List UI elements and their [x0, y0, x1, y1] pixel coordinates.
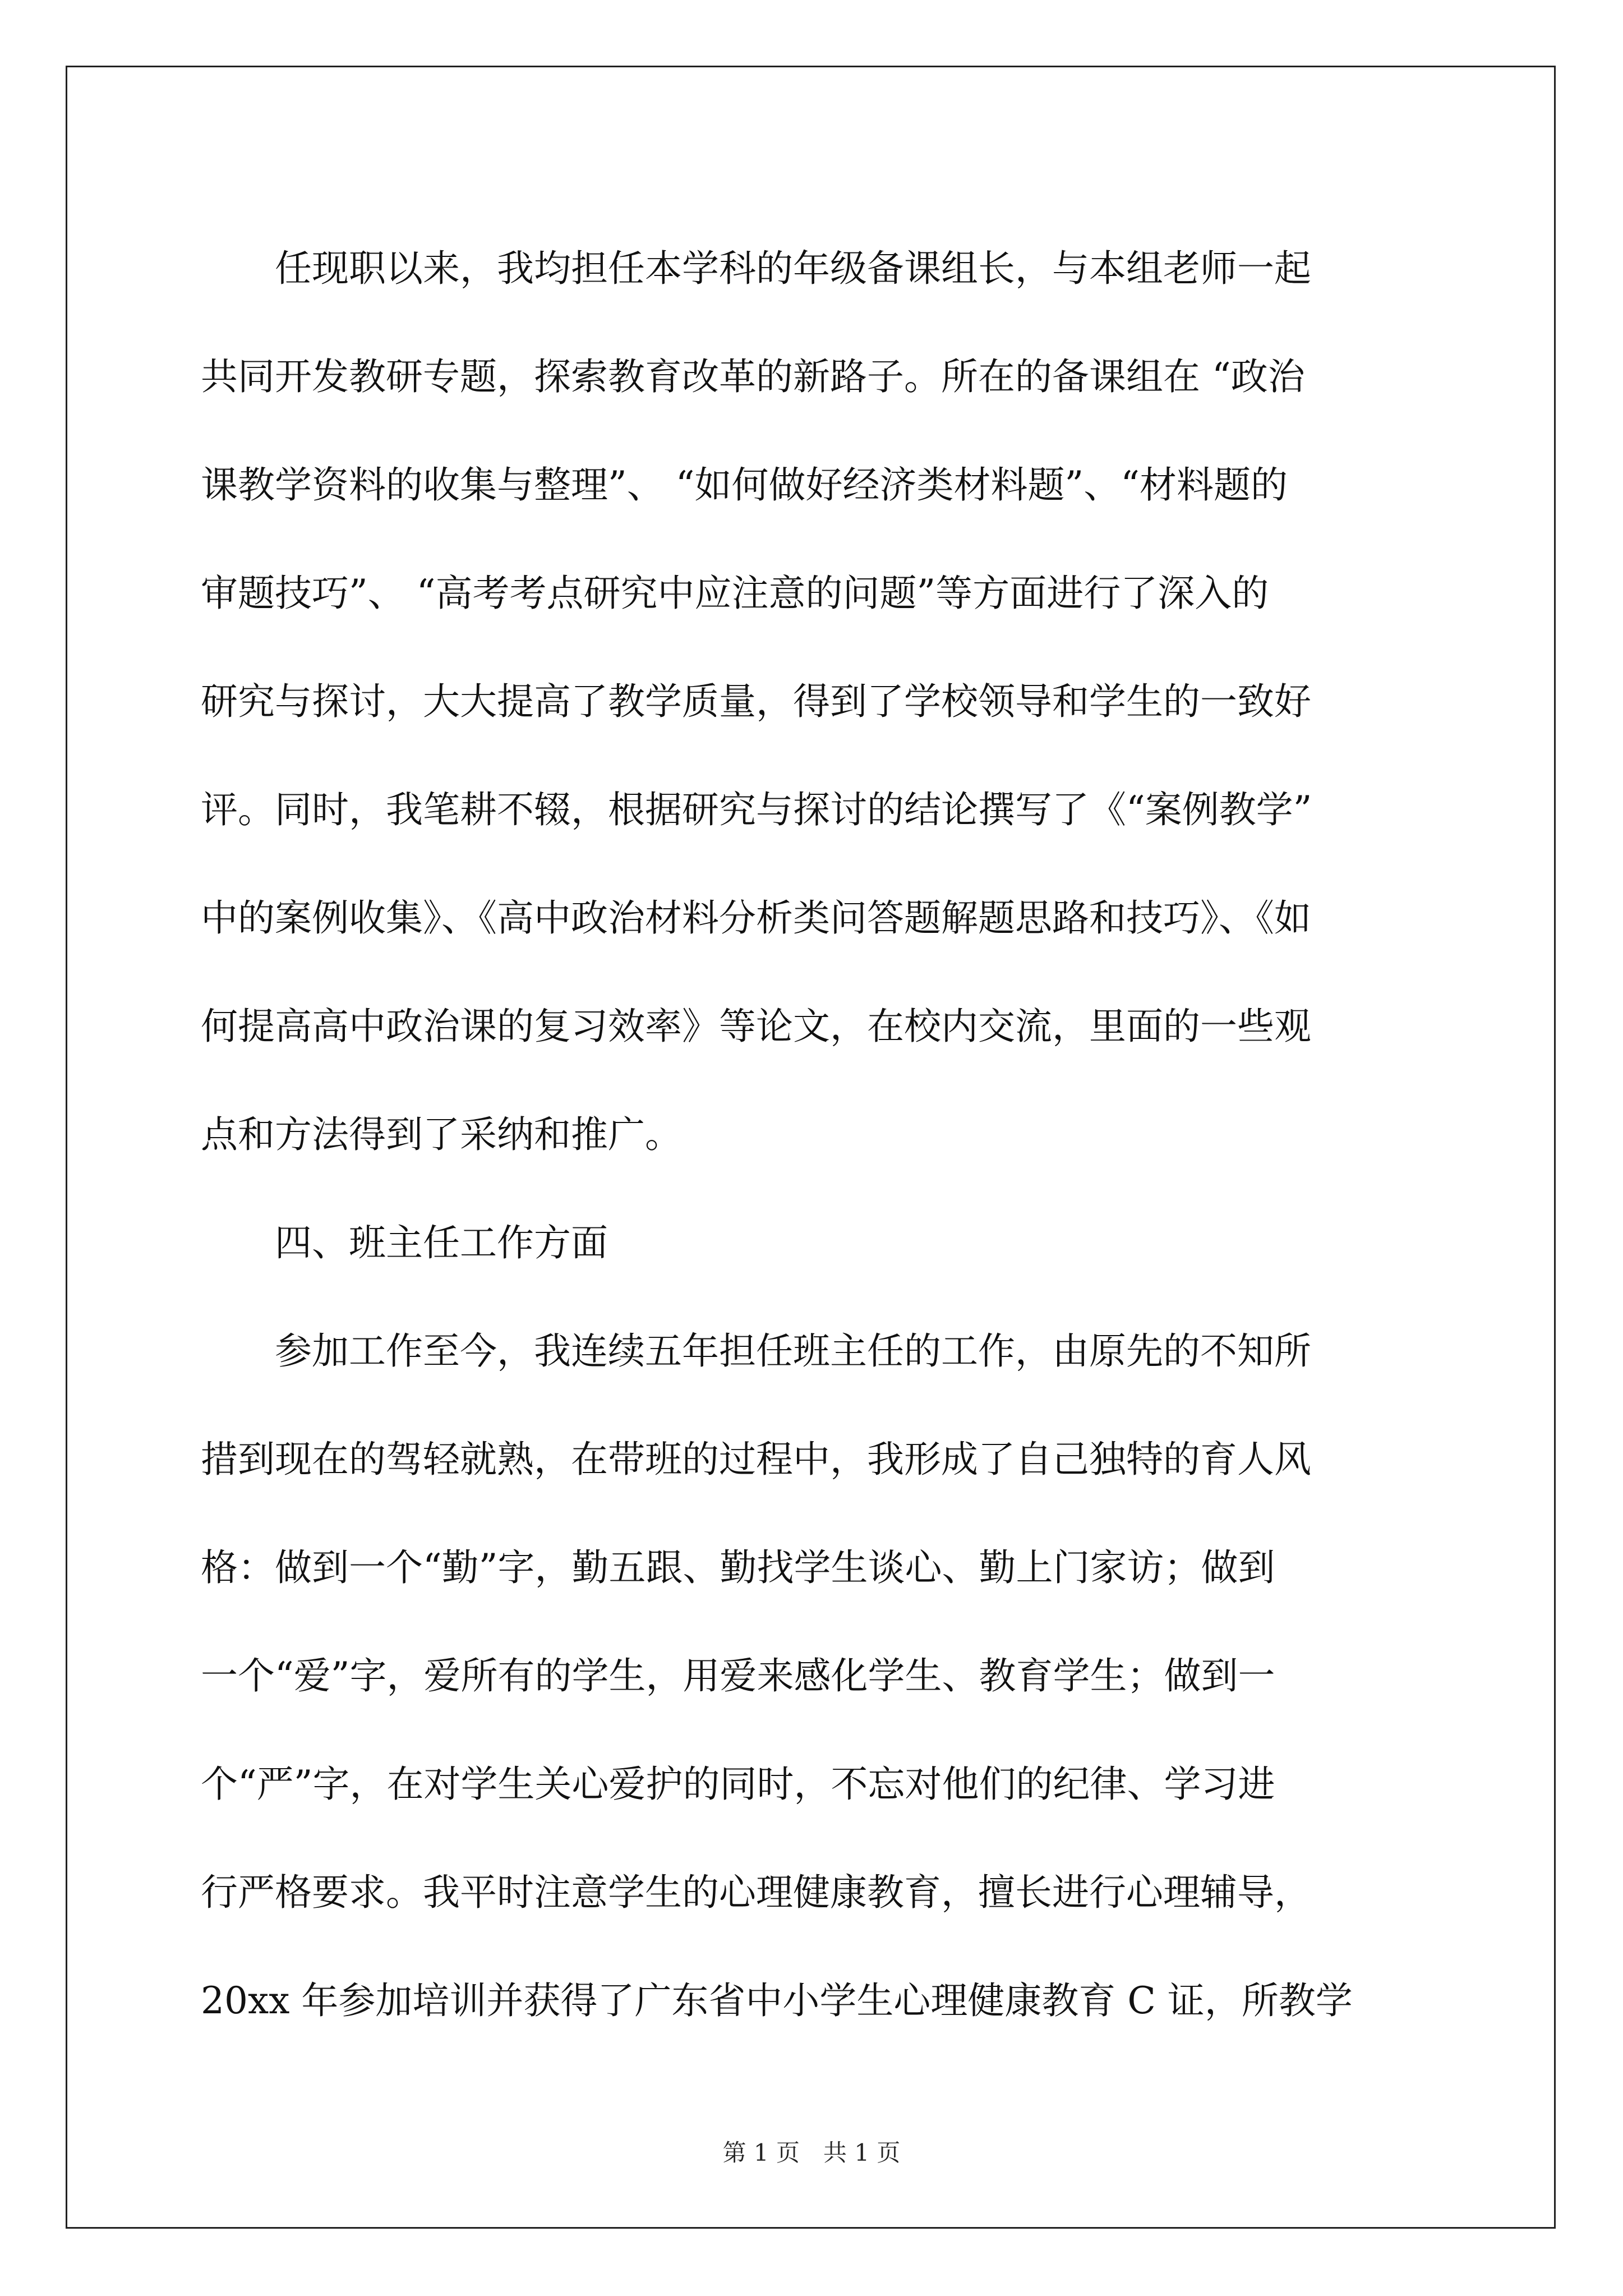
- section-heading: 四、班主任工作方面: [201, 1221, 608, 1264]
- text-line: 行严格要求。我平时注意学生的心理健康教育，擅长进行心理辅导，: [201, 1871, 1311, 1914]
- text-line: 研究与探讨，大大提高了教学质量，得到了学校领导和学生的一致好: [201, 680, 1311, 723]
- text-line: 个“严”字，在对学生关心爱护的同时，不忘对他们的纪律、学习进: [201, 1763, 1275, 1806]
- text-line: 一个“爱”字，爱所有的学生，用爱来感化学生、教育学生；做到一: [201, 1654, 1275, 1697]
- text-line: 参加工作至今，我连续五年担任班主任的工作，由原先的不知所: [201, 1329, 1311, 1373]
- text-line: 格：做到一个“勤”字，勤五跟、勤找学生谈心、勤上门家访；做到: [201, 1546, 1275, 1589]
- text-line: 共同开发教研专题，探索教育改革的新路子。所在的备课组在 “政治: [201, 355, 1305, 398]
- text-line: 中的案例收集》、《高中政治材料分析类问答题解题思路和技巧》、《如: [201, 896, 1311, 940]
- text-line: 何提高高中政治课的复习效率》等论文，在校内交流，里面的一些观: [201, 1005, 1311, 1048]
- text-line: 点和方法得到了采纳和推广。: [201, 1113, 682, 1156]
- text-line: 评。同时，我笔耕不辍，根据研究与探讨的结论撰写了《“案例教学”: [201, 788, 1312, 831]
- page-number-footer: 第 1 页 共 1 页: [722, 2139, 901, 2166]
- text-line: 审题技巧”、 “高考考点研究中应注意的问题”等方面进行了深入的: [201, 572, 1269, 615]
- document-body: [201, 214, 1429, 2055]
- text-line: 课教学资料的收集与整理”、 “如何做好经济类材料题”、“材料题的: [201, 463, 1288, 507]
- text-line: 任现职以来，我均担任本学科的年级备课组长，与本组老师一起: [201, 247, 1311, 290]
- text-line: 措到现在的驾轻就熟，在带班的过程中，我形成了自己独特的育人风: [201, 1438, 1311, 1481]
- text-line: 20xx 年参加培训并获得了广东省中小学生心理健康教育 C 证，所教学: [201, 1979, 1353, 2022]
